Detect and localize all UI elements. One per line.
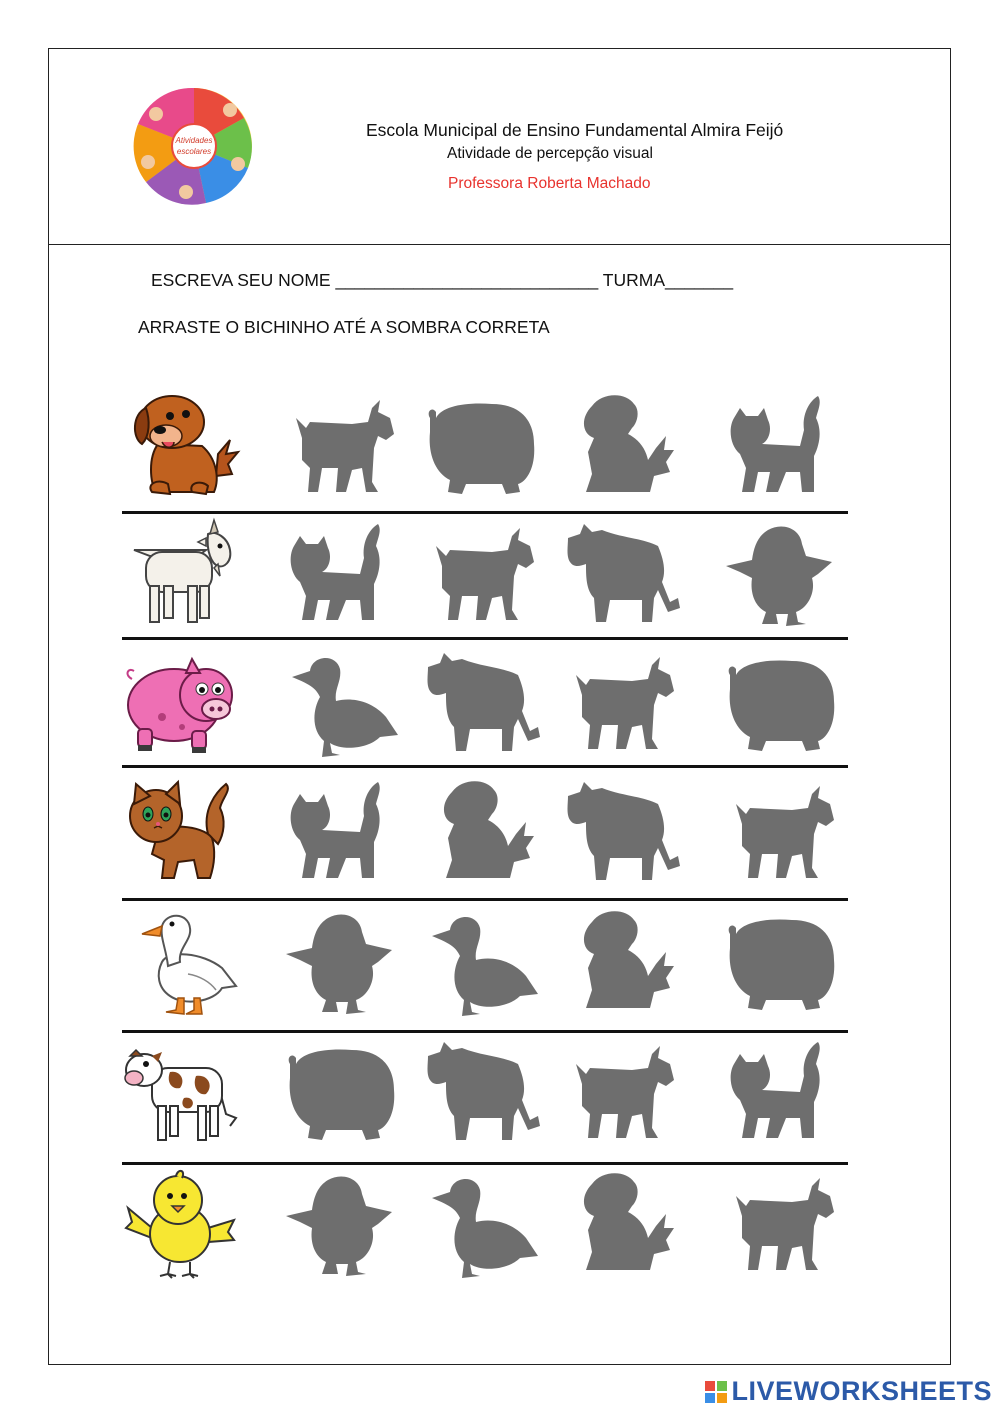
goat-shadow-icon[interactable] — [722, 774, 842, 894]
matching-row — [122, 516, 848, 641]
cat-shadow-icon[interactable] — [722, 388, 842, 508]
chick-shadow-icon[interactable] — [282, 1166, 402, 1286]
school-logo — [126, 84, 262, 208]
liveworksheets-logo-icon — [705, 1381, 727, 1403]
pig-shadow-icon[interactable] — [722, 645, 842, 765]
cow-shadow-icon[interactable] — [562, 516, 682, 636]
goat-shadow-icon[interactable] — [422, 516, 542, 636]
row-divider — [122, 1162, 848, 1165]
dog-shadow-icon[interactable] — [562, 904, 682, 1024]
logo-text-2: escolares — [176, 147, 212, 156]
pig-shadow-icon[interactable] — [422, 388, 542, 508]
matching-row — [122, 1166, 848, 1291]
goat-shadow-icon[interactable] — [722, 1166, 842, 1286]
goat-shadow-icon[interactable] — [562, 645, 682, 765]
cow-shadow-icon[interactable] — [562, 774, 682, 894]
chick-shadow-icon[interactable] — [722, 516, 842, 636]
row-divider — [122, 898, 848, 901]
brand-text: LIVEWORKSHEETS — [731, 1376, 992, 1406]
cow-shadow-icon[interactable] — [422, 645, 542, 765]
duck-icon[interactable] — [122, 904, 242, 1024]
matching-row — [122, 774, 848, 899]
dog-icon[interactable] — [122, 388, 242, 508]
goat-icon[interactable] — [122, 516, 242, 636]
row-divider — [122, 511, 848, 514]
row-divider — [122, 1030, 848, 1033]
chick-shadow-icon[interactable] — [282, 904, 402, 1024]
goat-shadow-icon[interactable] — [562, 1034, 682, 1154]
matching-row — [122, 388, 848, 513]
pig-shadow-icon[interactable] — [282, 1034, 402, 1154]
cat-icon[interactable] — [122, 774, 242, 894]
activity-title: Atividade de percepção visual — [447, 145, 653, 162]
row-divider — [122, 637, 848, 640]
name-field-line: ESCREVA SEU NOME ___________________________ TURMA_______ — [151, 270, 734, 290]
teacher-name: Professora Roberta Machado — [448, 175, 651, 192]
duck-shadow-icon[interactable] — [282, 645, 402, 765]
header-divider — [48, 244, 951, 245]
cat-shadow-icon[interactable] — [722, 1034, 842, 1154]
cat-shadow-icon[interactable] — [282, 774, 402, 894]
row-divider — [122, 765, 848, 768]
chick-icon[interactable] — [122, 1166, 242, 1286]
matching-row — [122, 645, 848, 770]
matching-row — [122, 1034, 848, 1159]
duck-shadow-icon[interactable] — [422, 904, 542, 1024]
dog-shadow-icon[interactable] — [562, 1166, 682, 1286]
liveworksheets-brand — [705, 1376, 992, 1407]
dog-shadow-icon[interactable] — [562, 388, 682, 508]
cow-icon[interactable] — [122, 1034, 242, 1154]
pig-icon[interactable] — [122, 645, 242, 765]
duck-shadow-icon[interactable] — [422, 1166, 542, 1286]
cat-shadow-icon[interactable] — [282, 516, 402, 636]
goat-shadow-icon[interactable] — [282, 388, 402, 508]
instruction-text: ARRASTE O BICHINHO ATÉ A SOMBRA CORRETA — [138, 317, 550, 337]
dog-shadow-icon[interactable] — [422, 774, 542, 894]
matching-row — [122, 904, 848, 1029]
cow-shadow-icon[interactable] — [422, 1034, 542, 1154]
school-name: Escola Municipal de Ensino Fundamental Almira Feijó — [366, 120, 784, 140]
pig-shadow-icon[interactable] — [722, 904, 842, 1024]
logo-text-1: Atividades — [175, 136, 213, 145]
